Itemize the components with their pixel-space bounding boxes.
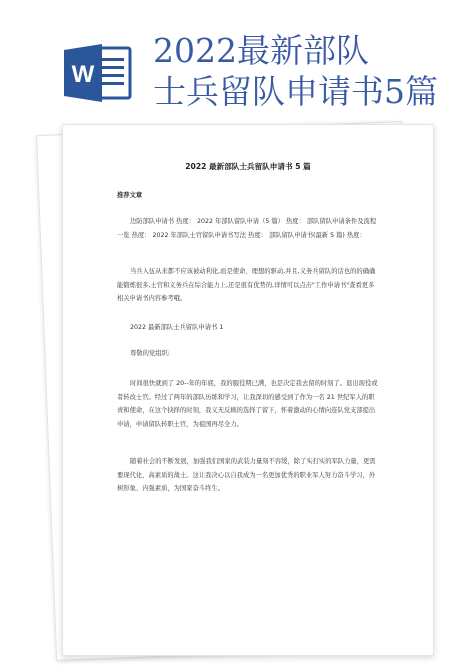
document-page (62, 124, 434, 656)
banner-title (153, 30, 463, 112)
banner-title-line-2: 士兵留队申请书5篇 (153, 72, 438, 111)
intro-paragraph: 当兵入伍从来都不应该被动利化,而是使命、理想的驱动,并且,义务兵留队的话也的的确确能锻炼很多,士官和义务兵在综合能力上,还是很有优势的,详情可以点击"工作申请书"查看更多相关申请书内容参考哦。 (117, 268, 376, 302)
banner-title-line-1: 2022最新部队 (153, 31, 369, 70)
section-label: 推荐文章 (117, 192, 143, 199)
recommended-articles: 边防部队申请书 热度： 2022 年部队留队申请（5 篇） 热度： 部队留队申请条件及流程一览 热度： 2022 年部队士官留队申请书写法 热度： 部队留队申请书(最新 5 篇) 热度： (117, 218, 377, 239)
paragraph-1: 时间很快就到了 20--年的年底，我的服役期已满，也是决定我去留的时刻了。退出现役或者转改士官。经过了两年的部队历练和学习，让我深切的感受到了作为一名 21 世纪军人的职责和使命，在这个抉择的时刻，我义无反顾的选择了留下，怀着激动的心情向连队党支部提出申请，申请留队转职士官，为祖国再尽全力。 (117, 380, 378, 428)
document-title: 2022 最新部队士兵留队申请书 5 篇 (185, 162, 311, 171)
word-document-icon (62, 42, 134, 104)
paragraph-2: 随着社会的不断发展，加强我们国家的武装力量刻不容缓，除了实打实的军队力量，更需要现代化，高素质的战士。这让我决心以自我成为一名更加优秀的职业军人努力奋斗学习，外树形象、内强素质，为国家奋斗终生。 (117, 458, 376, 492)
salutation: 尊敬的党组织: (130, 350, 170, 357)
subheading: 2022 最新部队士兵留队申请书 1 (130, 324, 224, 331)
word-logo-letter: W (71, 61, 95, 88)
